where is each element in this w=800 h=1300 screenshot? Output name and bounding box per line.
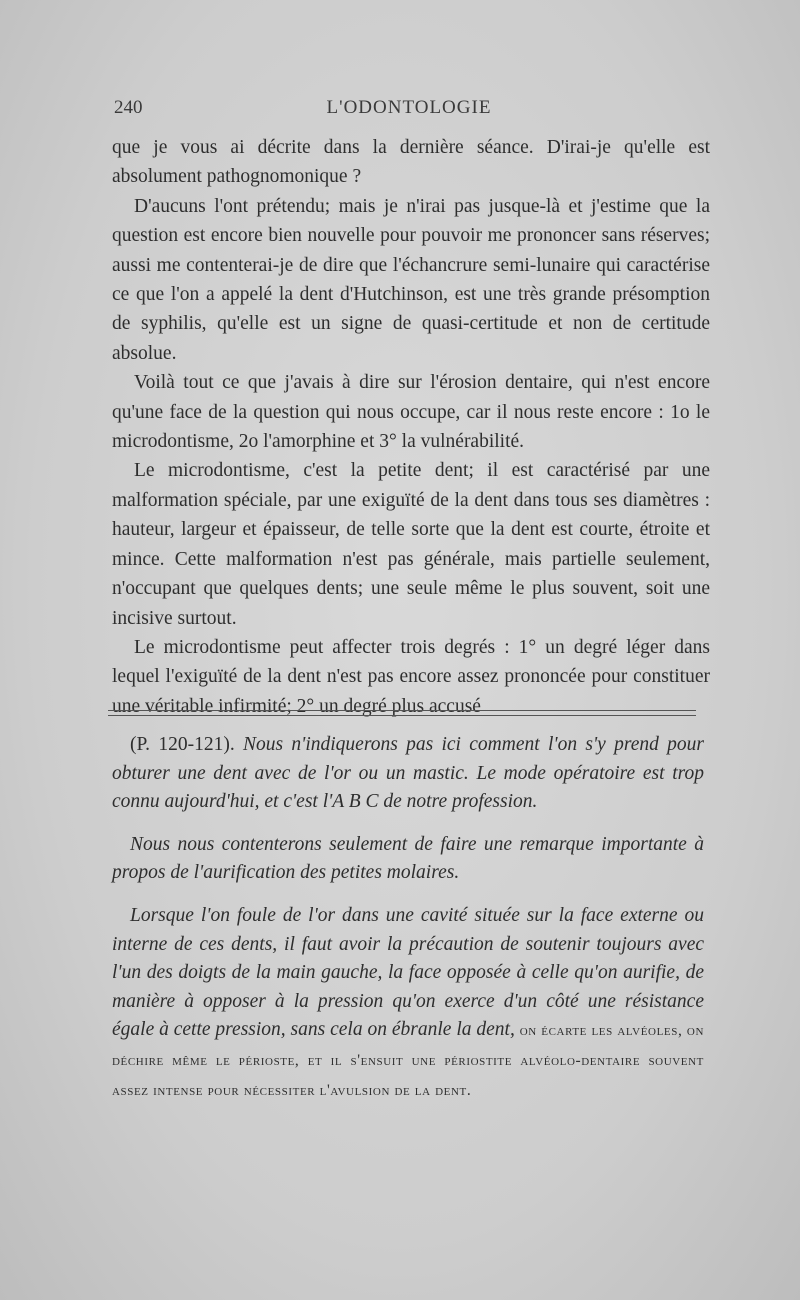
paragraph-microdontisme: Le microdontisme, c'est la petite dent; il est caractérisé par une malformation spéciale, par une exiguïté de la dent dans tous ses diamètres : hauteur, largeur et épaisseur, de telle sorte que la dent est courte, étroite et mince. Cette malformation n'est pas générale, mais partielle seulement, n'occupant que quelques dents; une seule même le plus souvent, soit une incisive surtout.	[112, 460, 710, 629]
page-number: 240	[114, 97, 143, 118]
note-smallcaps-text: on écarte les alvéoles, on déchire même le périoste, et il s'ensuit une périostite alvéolo-dentaire souvent assez intense pour nécessiter l'avulsion de la dent.	[112, 1022, 704, 1099]
paragraph-degrees: Le microdontisme peut affecter trois degrés : 1° un degré léger dans lequel l'exiguïté de la dent n'est pas encore assez prononcée pour constituer une véritable infirmité; 2° un degré plus accusé	[112, 636, 710, 717]
paragraph-erosion: Voilà tout ce que j'avais à dire sur l'érosion dentaire, qui n'est encore qu'une face de la question qui nous occupe, car il nous reste encore : 1o le microdontisme, 2o l'amorphine et 3° la vulnérabilité.	[112, 372, 710, 453]
note-paragraph-aurification	[112, 902, 704, 1105]
separator-rule	[108, 715, 696, 716]
paragraph-continuation: que je vous ai décrite dans la dernière séance. D'irai-je qu'elle est absolument pathognomonique ?	[112, 137, 710, 188]
separator-rule	[108, 710, 696, 711]
note-paragraph-remark: Nous nous contenterons seulement de faire une remarque importante à propos de l'aurification des petites molaires.	[112, 833, 704, 884]
page-header	[114, 97, 704, 123]
note-reference: (P. 120-121).	[130, 734, 235, 755]
paragraph-hutchinson: D'aucuns l'ont prétendu; mais je n'irai pas jusque-là et j'estime que la question est encore bien nouvelle pour pouvoir me prononcer sans réserves; aussi me contenterai-je de dire que l'échancrure semi-lunaire qui caractérise ce que l'on a appelé la dent d'Hutchinson, est une très grande présomption de syphilis, qu'elle est un signe de quasi-certitude et non de certitude absolue.	[112, 195, 710, 364]
note-italic-text: Lorsque l'on foule de l'or dans une cavité située sur la face externe ou interne de ces dents, il faut avoir la précaution de soutenir toujours avec l'un des doigts de la main gauche, la face opposée à celle qu'on aurifie, de manière à opposer à la pression qu'on exerce d'un côté une résistance égale à cette pression, sans cela on ébranle la dent,	[112, 904, 704, 1041]
main-body-text	[112, 133, 710, 721]
note-section	[112, 731, 704, 1119]
note-italic-text: Nous n'indiquerons pas ici comment l'on s'y prend pour obturer une dent avec de l'or ou un mastic. Le mode opératoire est trop connu aujourd'hui, et c'est l'A B C de notre profession.	[112, 734, 704, 813]
note-paragraph-reference	[112, 731, 704, 817]
running-title: L'ODONTOLOGIE	[326, 97, 492, 118]
